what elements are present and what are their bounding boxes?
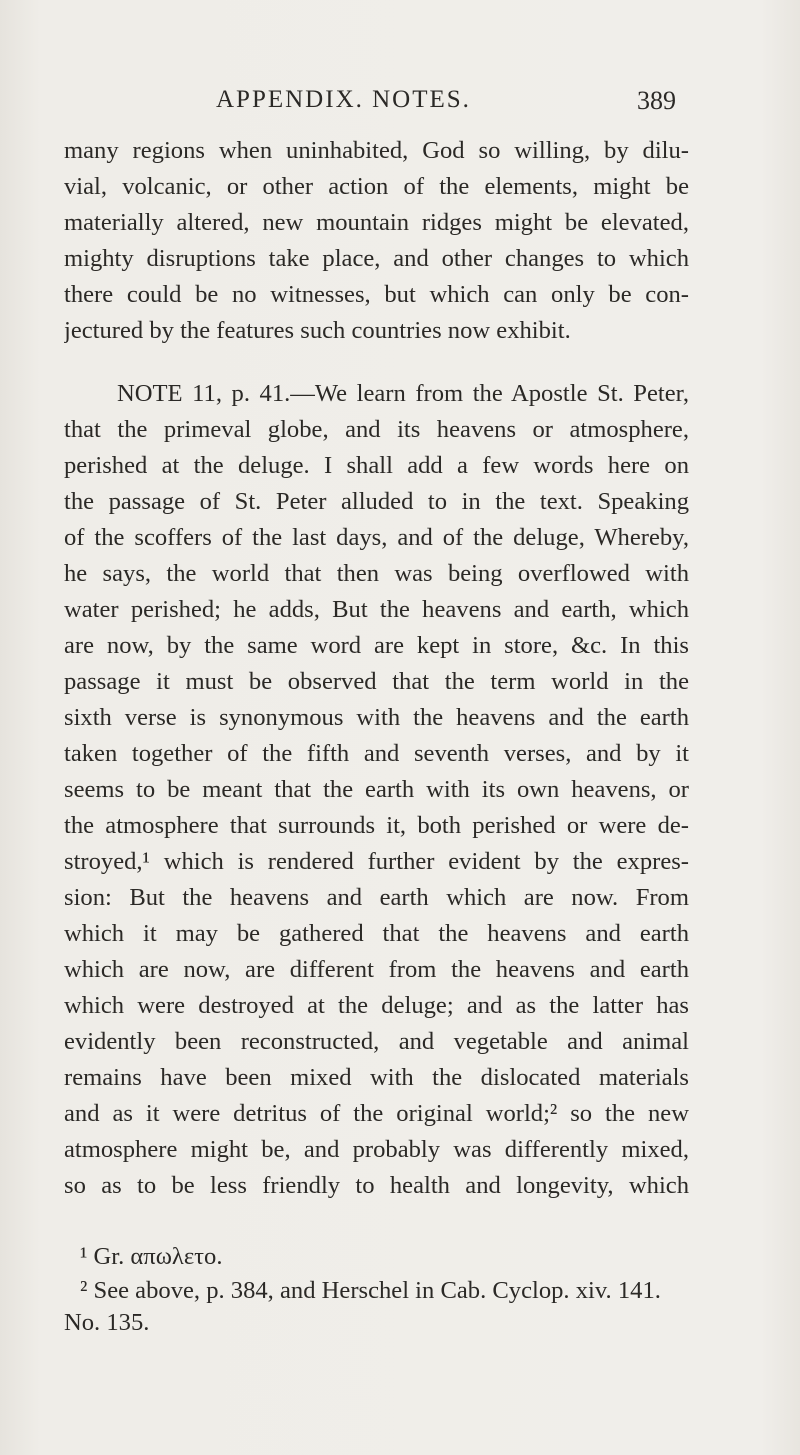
text-line: of the scoffers of the last days, and of the deluge, Whereby,: [64, 524, 689, 551]
text-line: the passage of St. Peter alluded to in the text. Speaking: [64, 488, 689, 515]
page-number: 389: [637, 86, 676, 115]
footnote-2: ² See above, p. 384, and Herschel in Cab. Cyclop. xiv. 141.: [80, 1277, 661, 1304]
text-line: mighty disruptions take place, and other changes to which: [64, 245, 689, 272]
text-line: vial, volcanic, or other action of the elements, might be: [64, 173, 689, 200]
text-line: so as to be less friendly to health and longevity, which: [64, 1172, 689, 1199]
note-heading-line: NOTE 11, p. 41.—We learn from the Apostle St. Peter,: [117, 380, 689, 407]
text-line: passage it must be observed that the term world in the: [64, 668, 689, 695]
text-line: seems to be meant that the earth with its own heavens, or: [64, 776, 689, 803]
text-line: and as it were detritus of the original world;² so the new: [64, 1100, 689, 1127]
text-line: remains have been mixed with the dislocated materials: [64, 1064, 689, 1091]
text-line: are now, by the same word are kept in store, &c. In this: [64, 632, 689, 659]
text-line: evidently been reconstructed, and vegetable and animal: [64, 1028, 689, 1055]
text-line: which are now, are different from the heavens and earth: [64, 956, 689, 983]
text-line: sion: But the heavens and earth which are now. From: [64, 884, 689, 911]
text-line: the atmosphere that surrounds it, both perished or were de-: [64, 812, 689, 839]
header-title: APPENDIX. NOTES.: [216, 86, 471, 113]
running-header: [216, 86, 676, 122]
text-line: many regions when uninhabited, God so willing, by dilu-: [64, 137, 689, 164]
text-line: materially altered, new mountain ridges might be elevated,: [64, 209, 689, 236]
text-line: sixth verse is synonymous with the heavens and the earth: [64, 704, 689, 731]
text-line: stroyed,¹ which is rendered further evident by the expres-: [64, 848, 689, 875]
text-line: water perished; he adds, But the heavens and earth, which: [64, 596, 689, 623]
footnote-1: ¹ Gr. απωλετο.: [80, 1243, 223, 1270]
text-line: perished at the deluge. I shall add a few words here on: [64, 452, 689, 479]
text-line: which were destroyed at the deluge; and as the latter has: [64, 992, 689, 1019]
text-line: he says, the world that then was being overflowed with: [64, 560, 689, 587]
text-line: jectured by the features such countries now exhibit.: [64, 317, 571, 344]
text-line: there could be no witnesses, but which can only be con-: [64, 281, 689, 308]
text-line: atmosphere might be, and probably was differently mixed,: [64, 1136, 689, 1163]
footnote-2-continued: No. 135.: [64, 1309, 150, 1336]
text-line: which it may be gathered that the heavens and earth: [64, 920, 689, 947]
text-line: that the primeval globe, and its heavens or atmosphere,: [64, 416, 689, 443]
text-line: taken together of the fifth and seventh verses, and by it: [64, 740, 689, 767]
